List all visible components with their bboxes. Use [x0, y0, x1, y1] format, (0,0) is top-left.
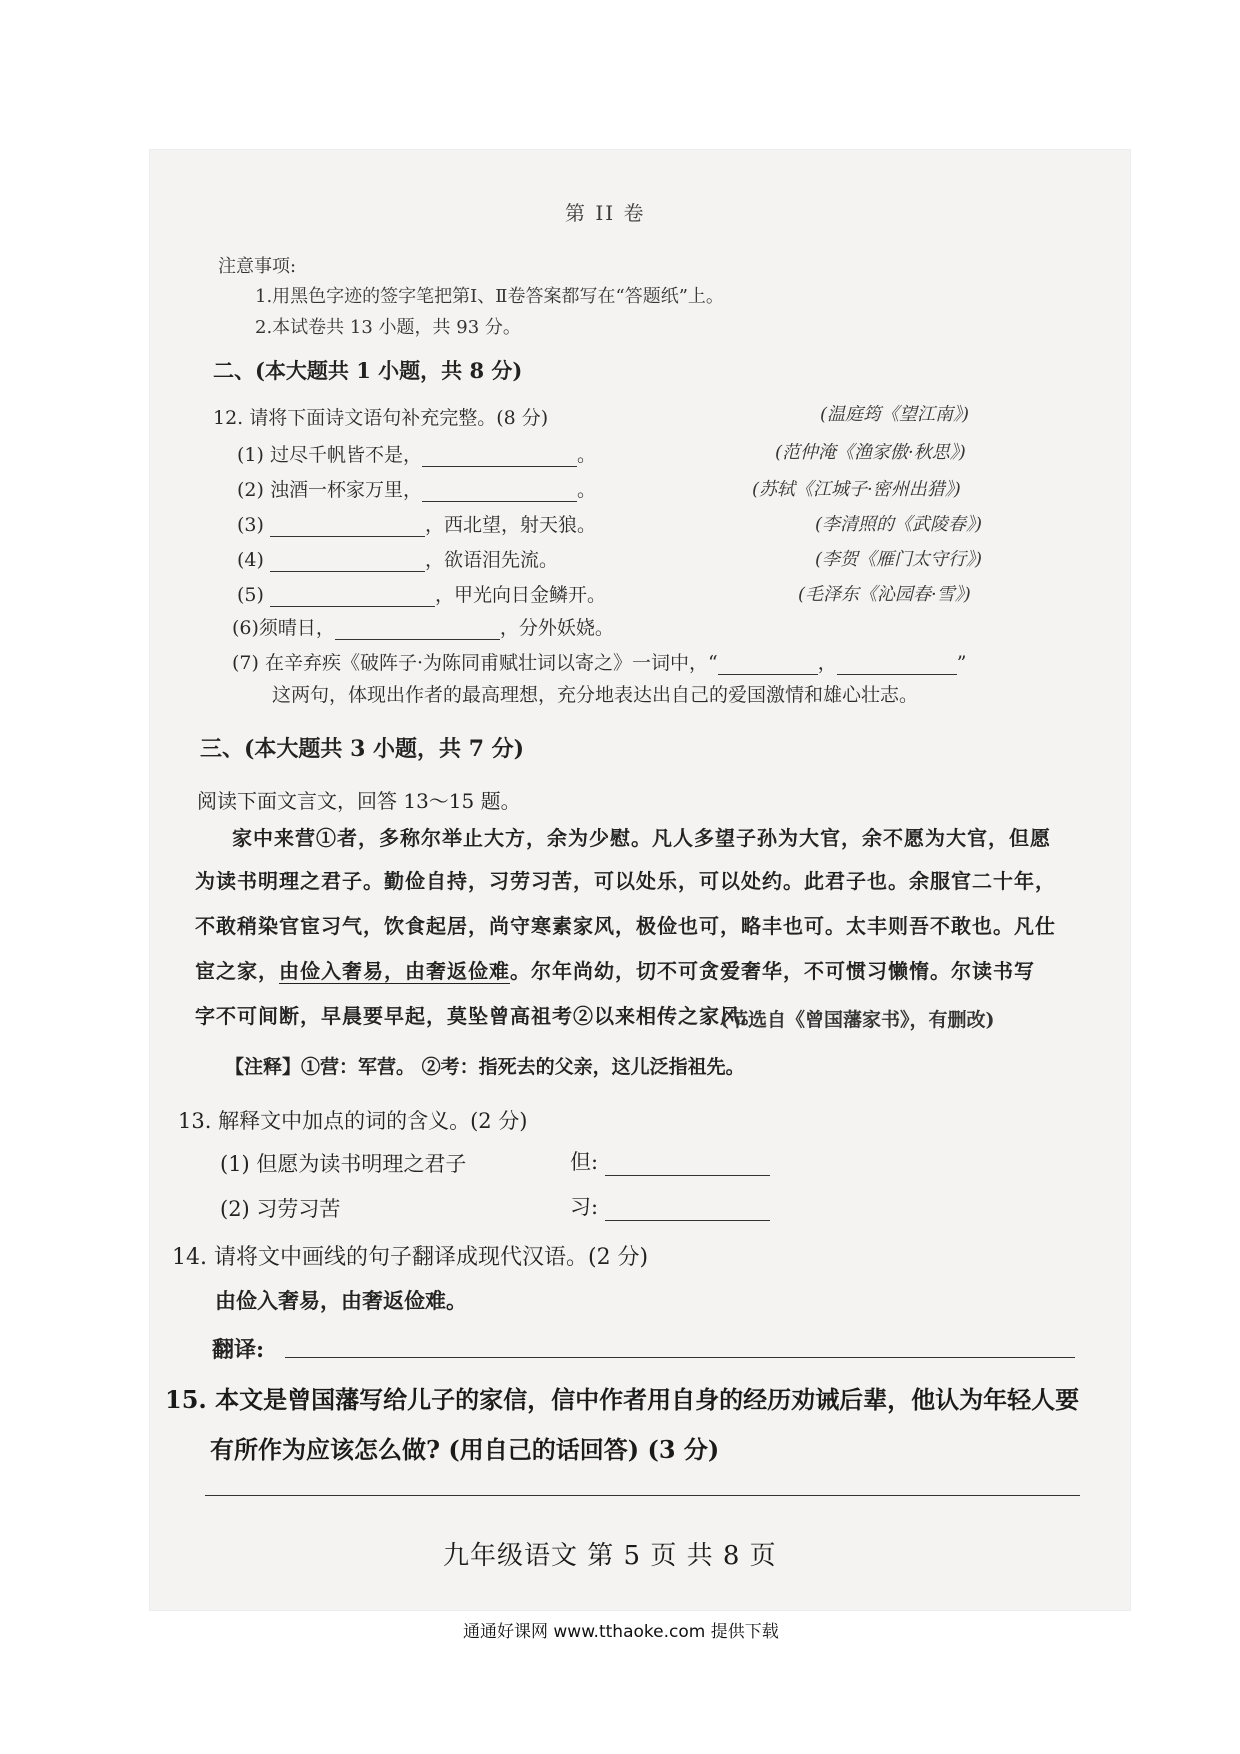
- q13-answer-2-label: 习:: [570, 1195, 599, 1219]
- q12-line-7-continued: 这两句，体现出作者的最高理想，充分地表达出自己的爱国激情和雄心壮志。: [272, 684, 919, 706]
- q12-source-5: (李贺《雁门太守行》): [815, 549, 983, 570]
- answer-blank[interactable]: [335, 621, 500, 640]
- question-12-stem: 12. 请将下面诗文语句补充完整。(8 分): [213, 407, 549, 429]
- question-14-stem: 14. 请将文中画线的句子翻译成现代汉语。(2 分): [172, 1245, 649, 1270]
- q12-line-6: [232, 613, 614, 640]
- q12-source-4: (李清照的《武陵春》): [815, 514, 983, 535]
- q12-line-2-prefix: (2) 浊酒一杯家万里，: [237, 479, 422, 501]
- q12-line-1-suffix: 。: [576, 444, 596, 466]
- q12-line-1: [237, 440, 596, 467]
- answer-blank[interactable]: [270, 588, 435, 607]
- q13-answer-1-label: 但:: [570, 1150, 599, 1174]
- q12-line-5-prefix: (5): [237, 584, 264, 606]
- answer-blank[interactable]: [605, 1202, 770, 1221]
- q12-line-2: [237, 475, 596, 502]
- question-15-line-2: 有所作为应该怎么做? (用自己的话回答) (3 分): [210, 1435, 720, 1464]
- section-2-heading: 二、(本大题共 1 小题，共 8 分): [213, 358, 523, 383]
- q12-source-2: (范仲淹《渔家傲·秋思》): [775, 442, 966, 463]
- notes-heading: 注意事项:: [218, 256, 297, 277]
- question-15-line-1: 15. 本文是曾国藩写给儿子的家信，信中作者用自身的经历劝诫后辈，他认为年轻人要: [165, 1385, 1080, 1414]
- q12-source-6: (毛泽东《沁园春·雪》): [798, 584, 971, 605]
- q12-line-5: [237, 580, 606, 607]
- notes-item-2: 2.本试卷共 13 小题，共 93 分。: [255, 317, 521, 338]
- q13-answer-1: [570, 1146, 770, 1176]
- underlined-sentence: 由俭入奢易，由奢返俭难: [279, 959, 510, 983]
- section-3-heading: 三、(本大题共 3 小题，共 7 分): [200, 736, 525, 762]
- q15-answer-line[interactable]: [205, 1495, 1080, 1496]
- passage-citation: (节选自《曾国藩家书》，有删改): [720, 1009, 995, 1031]
- q12-line-7-close: ”: [956, 652, 967, 674]
- q14-translate-label: 翻译:: [212, 1337, 265, 1363]
- q12-line-4-prefix: (4): [237, 549, 264, 571]
- q12-line-1-prefix: (1) 过尽千帆皆不是，: [237, 444, 422, 466]
- answer-blank[interactable]: [270, 518, 425, 537]
- answer-blank[interactable]: [270, 553, 425, 572]
- answer-blank[interactable]: [605, 1157, 770, 1176]
- annotation: 【注释】①营：军营。 ②考：指死去的父亲，这儿泛指祖先。: [225, 1056, 745, 1078]
- passage-line-1: 家中来营①者，多称尔举止大方，余为少慰。凡人多望子孙为大官，余不愿为大官，但愿: [232, 826, 1051, 850]
- volume-title: 第 II 卷: [565, 201, 646, 225]
- q13-item-2: (2) 习劳习苦: [220, 1197, 341, 1221]
- q12-line-4-suffix: ，欲语泪先流。: [424, 549, 558, 571]
- q13-item-1: (1) 但愿为读书明理之君子: [220, 1152, 467, 1176]
- passage-line-5: 字不可间断，早晨要早起，莫坠曾高祖考②以来相传之家风。: [195, 1004, 762, 1028]
- q12-line-7-comma: ，: [817, 652, 837, 674]
- q12-line-7: [232, 648, 966, 675]
- download-note: 通通好课网 www.tthaoke.com 提供下载: [463, 1622, 779, 1642]
- q14-sentence: 由俭入奢易，由奢返俭难。: [215, 1288, 467, 1313]
- q12-line-5-suffix: ，甲光向日金鳞开。: [434, 584, 606, 606]
- q12-line-3-prefix: (3): [237, 514, 264, 536]
- passage-line-3: 不敢稍染官宦习气，饮食起居，尚守寒素家风，极俭也可，略丰也可。太丰则吾不敢也。凡仕: [195, 914, 1056, 938]
- q14-answer-line[interactable]: [285, 1357, 1075, 1358]
- answer-blank[interactable]: [718, 656, 818, 675]
- q12-source-3: (苏轼《江城子·密州出猎》): [752, 479, 961, 500]
- q12-line-6-prefix: (6)须晴日，: [232, 617, 335, 639]
- q12-line-7-text: (7) 在辛弃疾《破阵子·为陈同甫赋壮词以寄之》一词中，“: [232, 652, 718, 674]
- notes-item-1: 1.用黑色字迹的签字笔把第Ⅰ、Ⅱ卷答案都写在“答题纸”上。: [255, 286, 724, 307]
- q12-line-3: [237, 510, 596, 537]
- q12-source-1: (温庭筠《望江南》): [820, 404, 970, 425]
- question-13-stem: 13. 解释文中加点的词的含义。(2 分): [178, 1109, 528, 1133]
- answer-blank[interactable]: [837, 656, 957, 675]
- q12-line-6-suffix: ，分外妖娆。: [499, 617, 614, 639]
- passage-line-2: 为读书明理之君子。勤俭自持，习劳习苦，可以处乐，可以处约。此君子也。余服官二十年，: [195, 869, 1056, 893]
- passage-line-4: [195, 955, 1035, 984]
- q12-line-3-suffix: ，西北望，射天狼。: [424, 514, 596, 536]
- q13-answer-2: [570, 1191, 770, 1221]
- passage-line-4-start: 宦之家，: [195, 959, 279, 983]
- answer-blank[interactable]: [422, 448, 577, 467]
- reading-prompt: 阅读下面文言文，回答 13～15 题。: [197, 789, 521, 813]
- answer-blank[interactable]: [422, 483, 577, 502]
- passage-line-4-end: 。尔年尚幼，切不可贪爱奢华，不可惯习懒惰。尔读书写: [510, 959, 1035, 983]
- page-footer: 九年级语文 第 5 页 共 8 页: [443, 1541, 777, 1571]
- q12-line-4: [237, 545, 558, 572]
- q12-line-2-suffix: 。: [576, 479, 596, 501]
